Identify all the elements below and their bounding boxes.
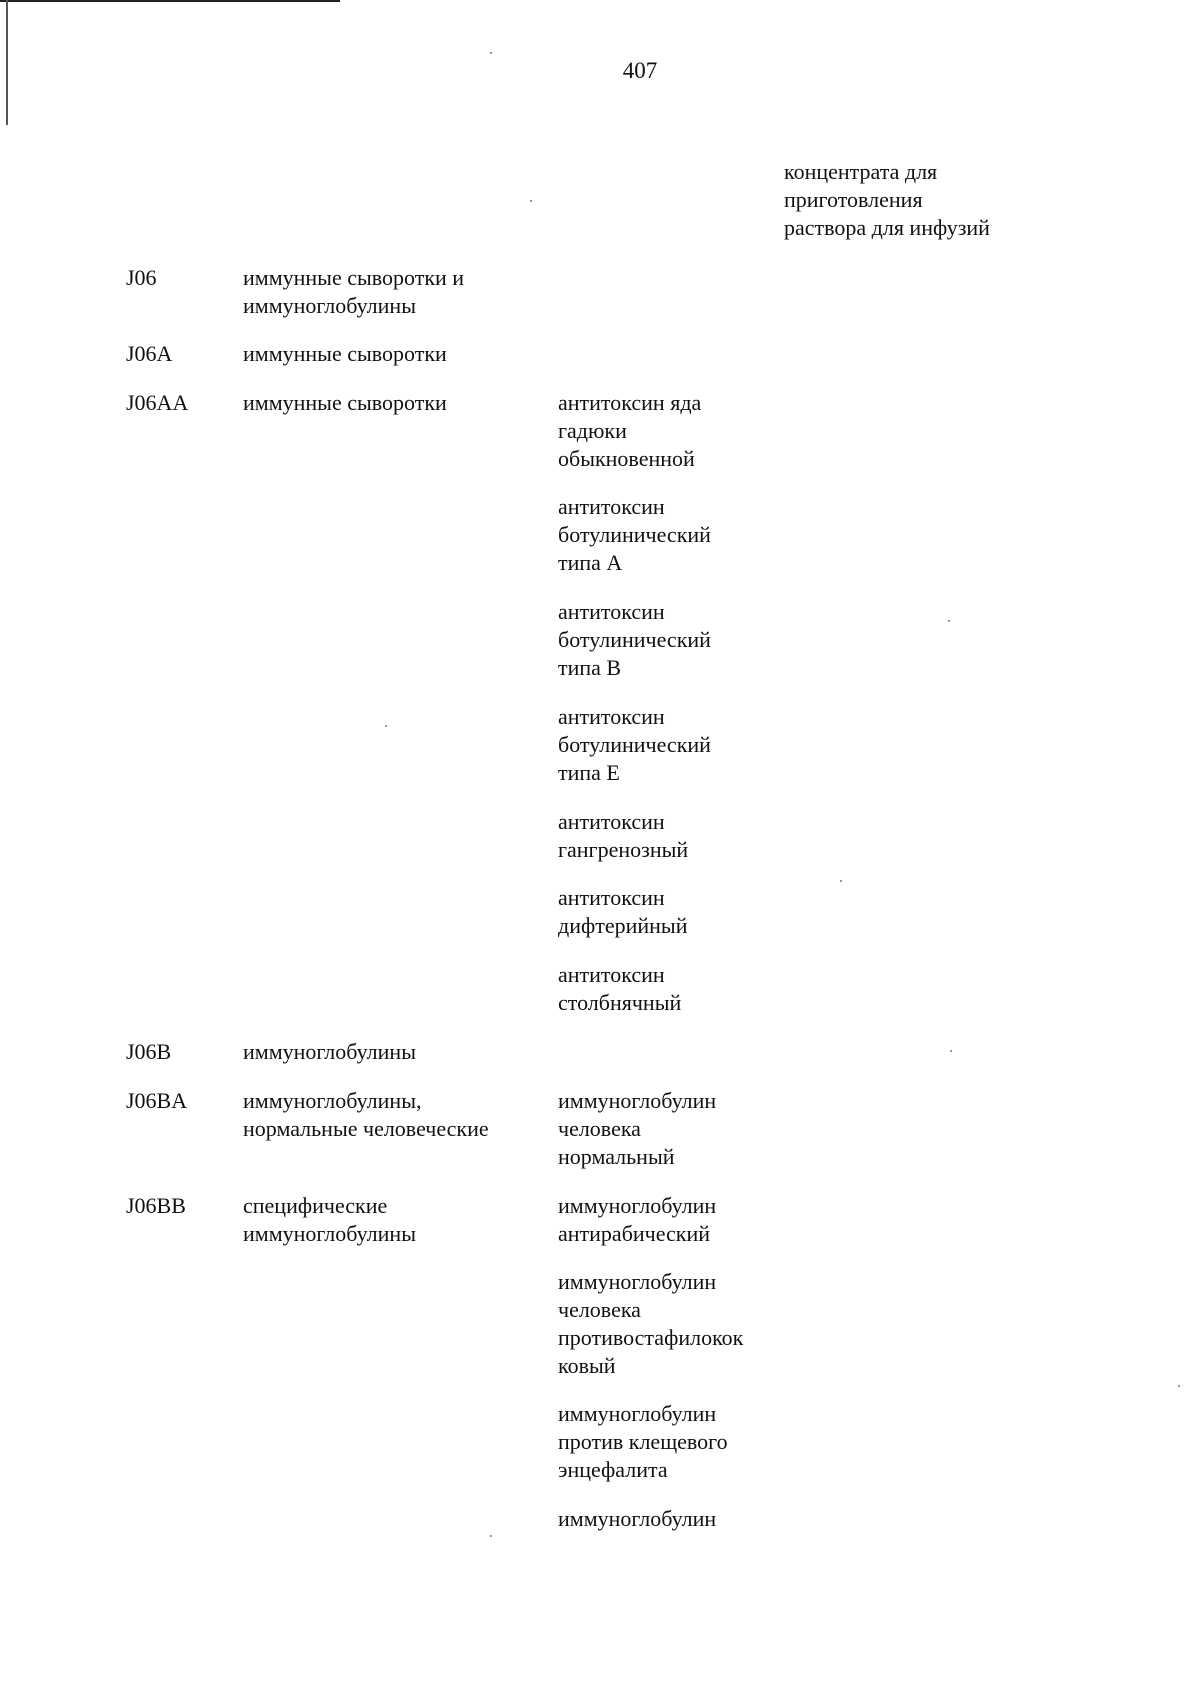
carryover-dosage-form: концентрата для приготовления раствора для инфузий (784, 159, 990, 240)
scan-speck (950, 1050, 952, 1052)
drug-name: иммуноглобулин антирабический (558, 1193, 717, 1246)
scan-speck (1178, 1385, 1180, 1387)
drug-name: иммуноглобулин (558, 1506, 717, 1531)
scan-speck (948, 620, 950, 622)
drug-name: антитоксин яда гадюки обыкновенной (558, 390, 702, 471)
atc-group-name: иммуноглобулины, нормальные человеческие (243, 1088, 489, 1141)
drug-name: иммуноглобулин человека противостафилокок ковый (558, 1269, 744, 1378)
drug-name: антитоксин ботулинический типа Е (558, 704, 711, 785)
atc-code: J06AA (126, 390, 189, 415)
atc-code: J06A (126, 341, 173, 366)
drug-name: антитоксин ботулинический типа А (558, 494, 711, 575)
page-number: 407 (622, 58, 658, 83)
scan-speck (490, 52, 492, 54)
atc-code: J06BB (126, 1193, 186, 1218)
drug-name: антитоксин дифтерийный (558, 885, 688, 938)
atc-group-name: иммунные сыворотки (243, 390, 447, 415)
drug-name: антитоксин гангренозный (558, 809, 689, 862)
atc-group-name: иммунные сыворотки и иммуноглобулины (243, 265, 465, 318)
scan-speck (490, 1535, 492, 1537)
atc-code: J06B (126, 1039, 172, 1064)
atc-group-name: специфические иммуноглобулины (243, 1193, 416, 1246)
drug-name: антитоксин ботулинический типа В (558, 599, 711, 680)
drug-name: антитоксин столбнячный (558, 962, 682, 1015)
scan-speck (385, 725, 387, 727)
drug-name: иммуноглобулин против клещевого энцефалита (558, 1401, 728, 1482)
atc-group-name: иммуноглобулины (243, 1039, 416, 1064)
atc-code: J06 (126, 265, 157, 290)
scan-speck (530, 200, 532, 202)
atc-code: J06BA (126, 1088, 188, 1113)
scan-speck (840, 880, 842, 882)
atc-group-name: иммунные сыворотки (243, 341, 447, 366)
drug-name: иммуноглобулин человека нормальный (558, 1088, 717, 1169)
scan-border-top (0, 0, 340, 2)
